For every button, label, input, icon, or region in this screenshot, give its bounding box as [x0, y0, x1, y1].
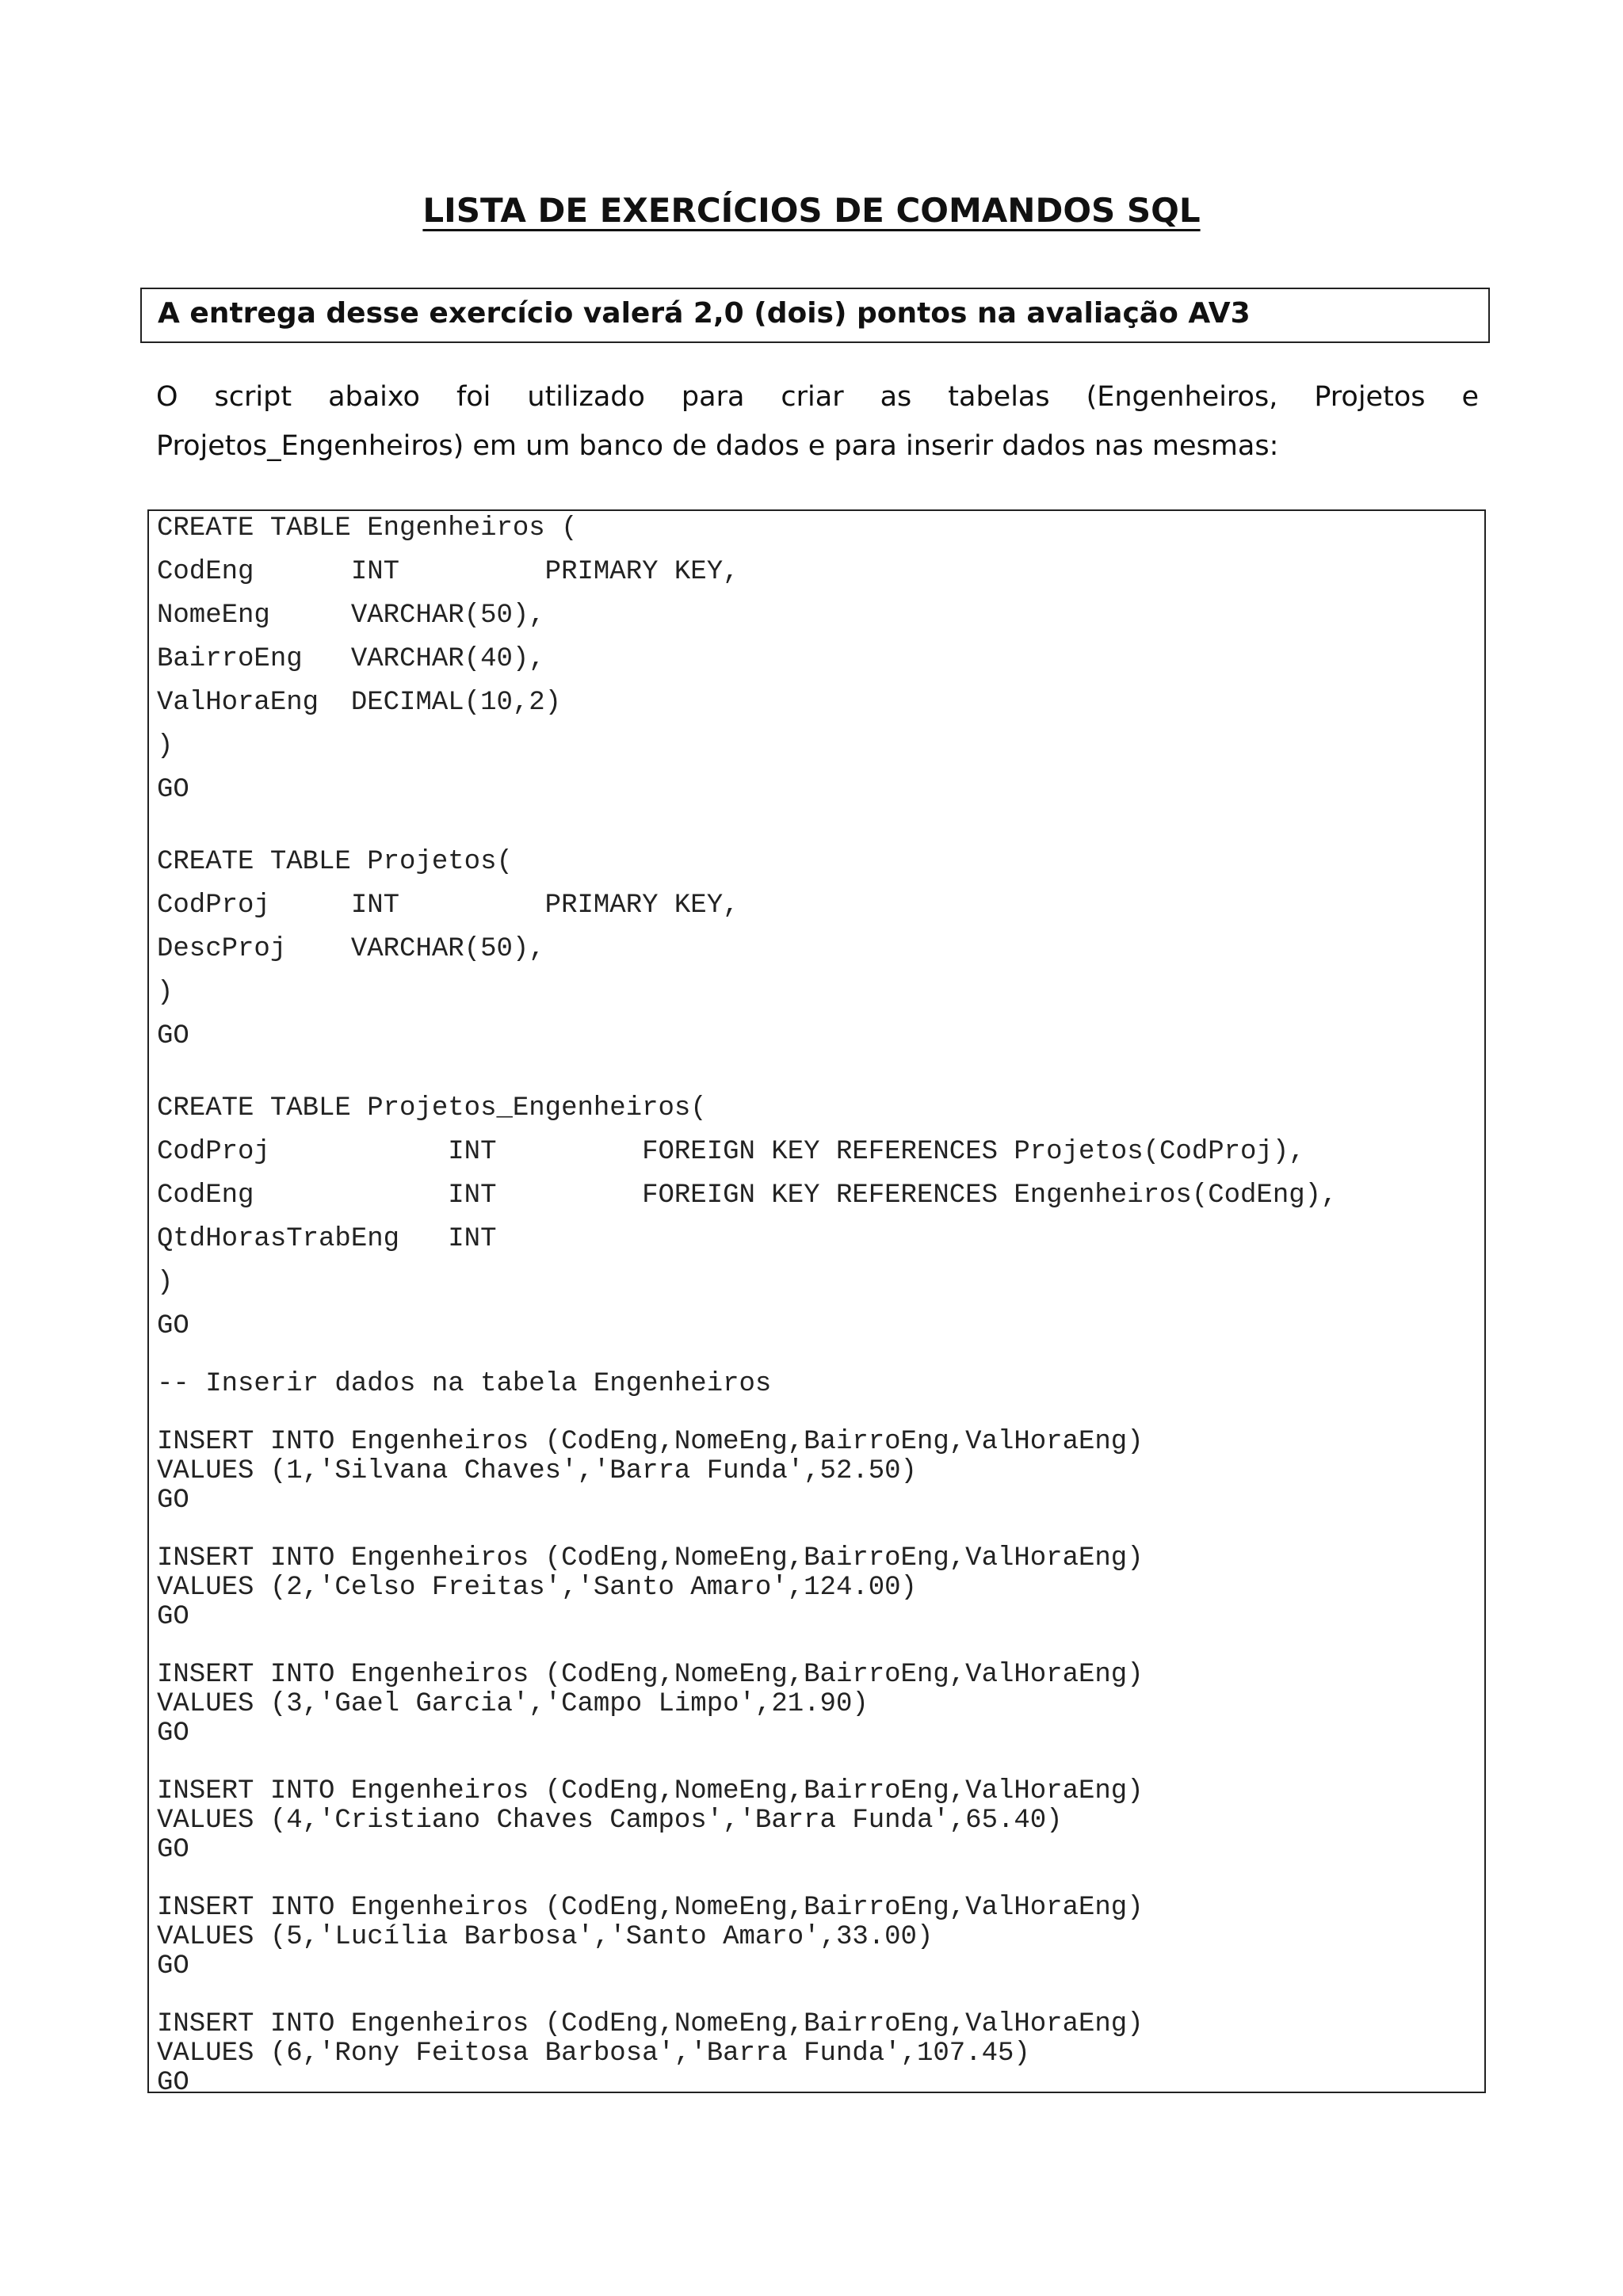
- code-line: INSERT INTO Engenheiros (CodEng,NomeEng,BairroEng,ValHoraEng): [157, 2009, 1144, 2039]
- code-line: GO: [157, 1602, 189, 1632]
- note-text: A entrega desse exercício valerá 2,0 (dois) pontos na avaliação AV3: [158, 297, 1251, 330]
- sql-script-box: [147, 509, 1486, 2098]
- code-comment: -- Inserir dados na tabela Engenheiros: [157, 1369, 772, 1399]
- code-line: CREATE TABLE Projetos_Engenheiros(: [157, 1093, 707, 1123]
- code-line: CodEng INT PRIMARY KEY,: [157, 557, 739, 587]
- code-line: VALUES (1,'Silvana Chaves','Barra Funda',52.50): [157, 1456, 917, 1486]
- code-line: GO: [157, 1486, 189, 1516]
- code-line: CodEng INT FOREIGN KEY REFERENCES Engenheiros(CodEng),: [157, 1180, 1338, 1211]
- code-line: GO: [157, 2068, 189, 2098]
- code-line: INSERT INTO Engenheiros (CodEng,NomeEng,BairroEng,ValHoraEng): [157, 1660, 1144, 1690]
- page-title: LISTA DE EXERCÍCIOS DE COMANDOS SQL: [422, 191, 1201, 230]
- code-line: VALUES (5,'Lucília Barbosa','Santo Amaro',33.00): [157, 1922, 934, 1952]
- code-line: INSERT INTO Engenheiros (CodEng,NomeEng,BairroEng,ValHoraEng): [157, 1893, 1144, 1923]
- intro-paragraph: O script abaixo foi utilizado para criar as tabelas (Engenheiros, Projetos e Projetos_Engenheiros) em um banco de dados e para inserir dados nas mesmas:: [156, 381, 1479, 462]
- code-line: INSERT INTO Engenheiros (CodEng,NomeEng,BairroEng,ValHoraEng): [157, 1776, 1144, 1806]
- code-line: GO: [157, 1718, 189, 1749]
- code-line: ValHoraEng DECIMAL(10,2): [157, 688, 562, 718]
- code-line: CodProj INT FOREIGN KEY REFERENCES Projetos(CodProj),: [157, 1137, 1305, 1167]
- code-line: GO: [157, 1021, 189, 1051]
- code-line: ): [157, 731, 174, 761]
- code-line: VALUES (2,'Celso Freitas','Santo Amaro',124.00): [157, 1573, 917, 1603]
- code-line: QtdHorasTrabEng INT: [157, 1224, 497, 1254]
- code-line: GO: [157, 1835, 189, 1865]
- code-line: GO: [157, 775, 189, 805]
- code-line: VALUES (3,'Gael Garcia','Campo Limpo',21.90): [157, 1689, 869, 1719]
- code-line: ): [157, 1268, 174, 1298]
- code-line: NomeEng VARCHAR(50),: [157, 601, 545, 631]
- code-line: CodProj INT PRIMARY KEY,: [157, 891, 739, 921]
- code-line: INSERT INTO Engenheiros (CodEng,NomeEng,BairroEng,ValHoraEng): [157, 1427, 1144, 1457]
- code-line: CREATE TABLE Engenheiros (: [157, 513, 578, 543]
- code-line: VALUES (4,'Cristiano Chaves Campos','Barra Funda',65.40): [157, 1806, 1063, 1836]
- code-line: GO: [157, 1311, 189, 1341]
- note-box: [140, 288, 1490, 343]
- code-line: VALUES (6,'Rony Feitosa Barbosa','Barra Funda',107.45): [157, 2039, 1030, 2069]
- code-line: BairroEng VARCHAR(40),: [157, 644, 545, 674]
- code-line: CREATE TABLE Projetos(: [157, 847, 513, 877]
- code-line: DescProj VARCHAR(50),: [157, 934, 545, 964]
- code-line: ): [157, 978, 174, 1008]
- code-line: GO: [157, 1951, 189, 1981]
- code-line: INSERT INTO Engenheiros (CodEng,NomeEng,BairroEng,ValHoraEng): [157, 1543, 1144, 1573]
